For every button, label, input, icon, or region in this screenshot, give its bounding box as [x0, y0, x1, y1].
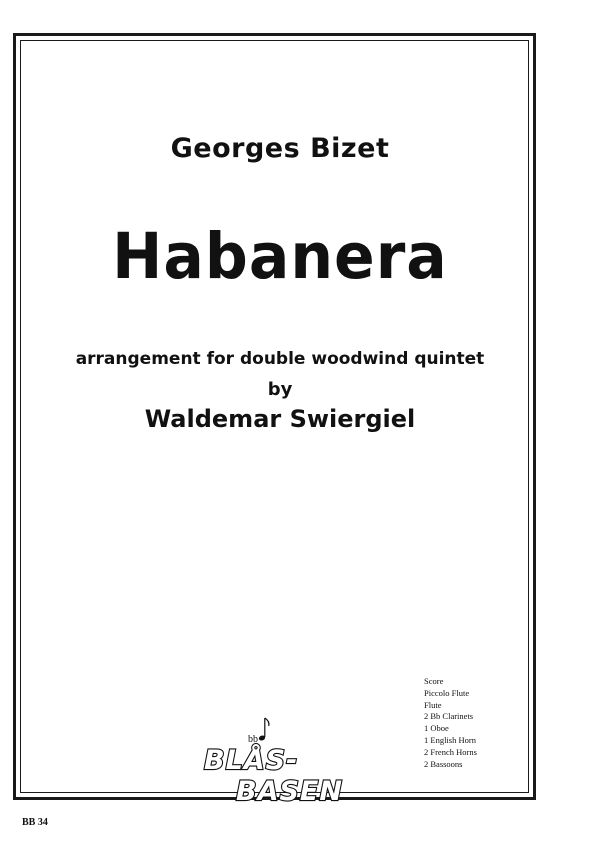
blasbasen-logo [198, 714, 358, 806]
part-item: 2 Bassoons [424, 758, 463, 769]
arranger-name: Waldemar Swiergiel [144, 405, 416, 433]
part-item: Flute [424, 699, 442, 710]
arrangement-description: arrangement for double woodwind quintet [75, 349, 485, 369]
catalog-number: BB 34 [22, 817, 48, 828]
parts-list [424, 676, 477, 770]
logo-line-1: BLÅS- [204, 745, 299, 776]
by-label: by [267, 379, 293, 400]
part-item: Piccolo Flute [424, 687, 470, 698]
music-note-icon [258, 718, 269, 741]
part-item: 1 Oboe [424, 723, 449, 734]
part-item: Score [424, 676, 444, 686]
part-item: 2 French Horns [424, 746, 477, 757]
logo-line-2: BASEN [236, 776, 343, 806]
part-item: 2 Bb Clarinets [424, 711, 474, 722]
piece-title: Habanera [112, 220, 448, 294]
part-item: 1 English Horn [424, 734, 476, 745]
logo-mark-text: bb [248, 734, 258, 745]
composer-name: Georges Bizet [170, 133, 390, 164]
